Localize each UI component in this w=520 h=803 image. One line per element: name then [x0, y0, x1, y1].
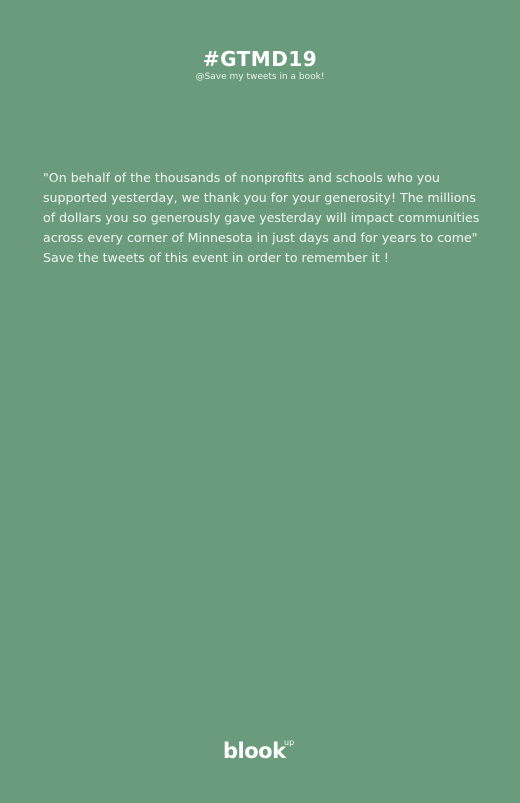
logo-superscript: up [284, 738, 295, 747]
page-title: #GTMD19 [202, 47, 318, 71]
logo-wordmark: blook [223, 739, 286, 763]
quote-text: "On behalf of the thousands of nonprofits and schools who you supported yesterday, we thank you for your generosity! The millions of dollars you so generously gave yesterday will impact communities across every corner of Minnesota in just days and for years to come" Save the tweets of this event in order to remember it ! [43, 170, 480, 265]
page-header [0, 46, 520, 83]
page-subtitle: @Save my tweets in a book! [195, 72, 325, 82]
blookup-logo [223, 738, 303, 766]
